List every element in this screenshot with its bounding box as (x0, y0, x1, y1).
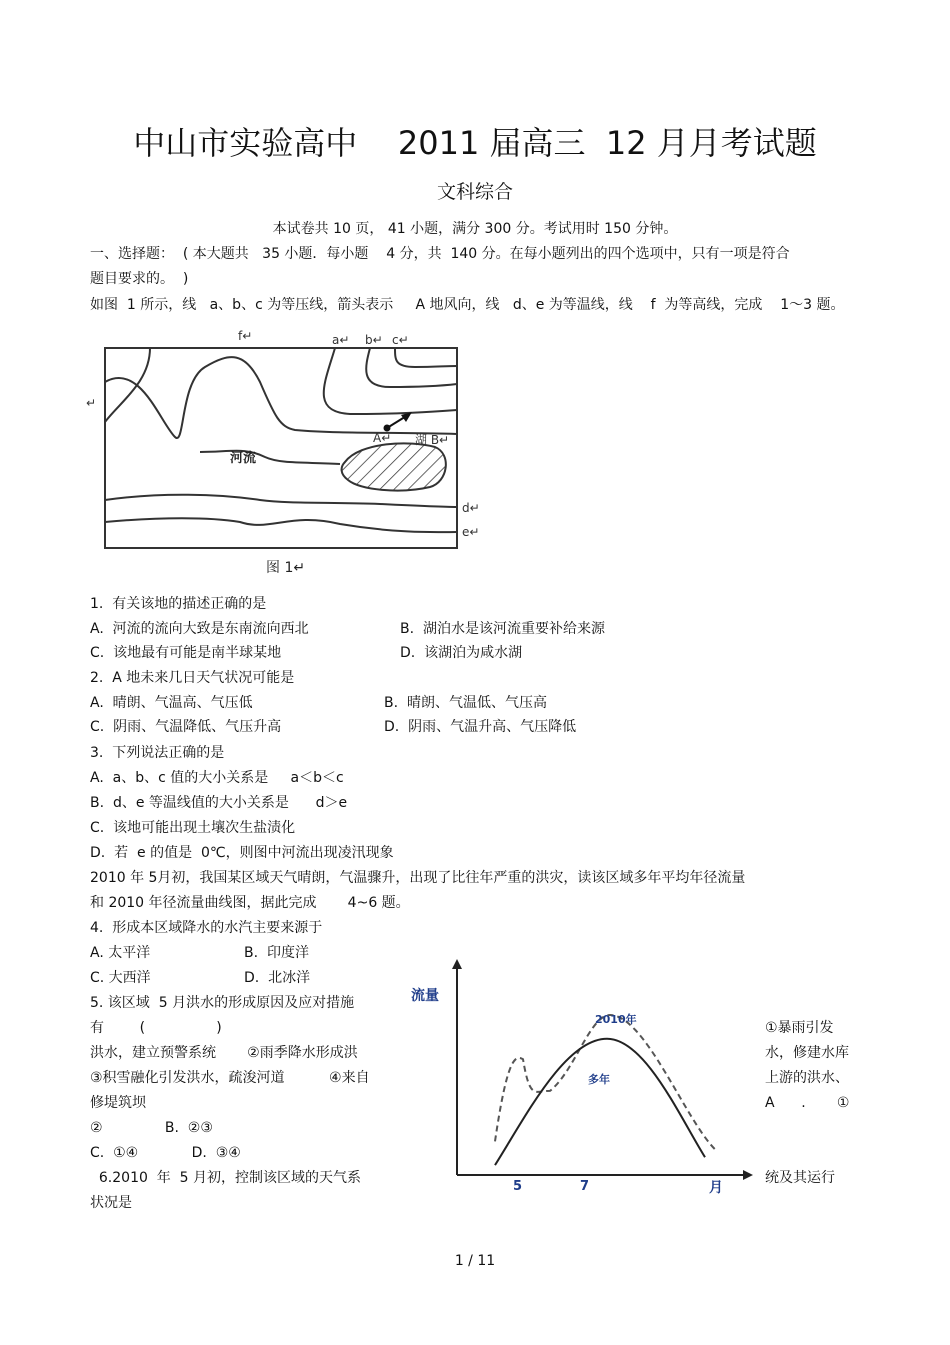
label-river: 河流 (230, 451, 257, 466)
x-axis-arrow (743, 1170, 753, 1180)
para2-line1: 2010 年 5月初，我国某区域天气晴朗，气温骤升，出现了比往年严重的洪灾，读该区域多年平均年径流量 (90, 870, 746, 886)
label-a: a↵ (332, 333, 350, 347)
page-number: 1 / 11 (454, 1253, 496, 1269)
y-axis-arrow (452, 959, 462, 969)
q1-option-d: D. 该湖泊为咸水湖 (400, 645, 523, 661)
q5-line7: C. ①④ D. ③④ (90, 1145, 241, 1161)
q5-right4: A . ① (765, 1095, 850, 1111)
isotherm-e (105, 518, 457, 532)
q2-option-a: A. 晴朗、气温高、气压低 (90, 695, 253, 711)
ridge-line (105, 357, 457, 438)
series-multi-year-label: 多年 (588, 1073, 610, 1086)
isobar-c (395, 348, 457, 367)
q5-line1: 5. 该区域 5 月洪水的形成原因及应对措施 (90, 995, 355, 1011)
q3-option-c: C. 该地可能出现土壤次生盐渍化 (90, 820, 296, 836)
q4-option-a: A. 太平洋 (90, 945, 151, 961)
q1-option-a: A. 河流的流向大致是东南流向西北 (90, 621, 309, 637)
exam-info: 本试卷共 10 页， 41 小题，满分 300 分。考试用时 150 分钟。 (272, 221, 678, 237)
q4-option-b: B. 印度洋 (244, 945, 309, 961)
label-lake: 湖 B↵ (415, 433, 450, 447)
figure-1-map (80, 322, 500, 582)
page-subtitle: 文科综合 (436, 181, 513, 203)
figure-1-caption: 图 1↵ (266, 560, 306, 576)
label-b: b↵ (365, 333, 383, 347)
x-axis-label: 月 (709, 1180, 723, 1195)
q2-option-d: D. 阴雨、气温升高、气压降低 (384, 719, 577, 735)
q1-option-c: C. 该地最有可能是南半球某地 (90, 645, 282, 661)
river (200, 451, 340, 464)
page-title: 中山市实验高中 2011 届高三 12 月月考试题 (133, 124, 817, 162)
q5-line3: 洪水，建立预警系统 ②雨季降水形成洪 (90, 1045, 358, 1061)
side-return-mark: ↵ (86, 396, 97, 410)
label-f: f↵ (238, 329, 253, 343)
contour-f (105, 348, 150, 422)
q5-line5: 修堤筑坝 (90, 1095, 146, 1111)
q5-line6: ② B. ②③ (90, 1120, 213, 1136)
x-tick-5: 5 (513, 1179, 523, 1194)
q5-right2: 水，修建水库 (765, 1045, 849, 1061)
q3-option-d: D. 若 e 的值是 0℃，则图中河流出现凌汛现象 (90, 845, 394, 861)
q1-option-b: B. 湖泊水是该河流重要补给来源 (400, 621, 605, 637)
label-point-a: A↵ (373, 431, 392, 445)
lake-b (342, 443, 446, 490)
q5-right3: 上游的洪水、 (765, 1070, 849, 1086)
q6-line2: 状况是 (90, 1195, 132, 1211)
q2-option-b: B. 晴朗、气温低、气压高 (384, 695, 547, 711)
q5-right1: ①暴雨引发 (765, 1020, 834, 1036)
q3-option-b: B. d、e 等温线值的大小关系是 d＞e (90, 795, 348, 811)
q5-line4: ③积雪融化引发洪水，疏浚河道 ④来自 (90, 1070, 370, 1086)
q3-option-a: A. a、b、c 值的大小关系是 a＜b＜c (90, 770, 344, 786)
series-multi-year-line (495, 1039, 705, 1165)
x-tick-7: 7 (580, 1179, 590, 1194)
y-axis-label: 流量 (411, 988, 439, 1004)
para2-line2: 和 2010 年径流量曲线图，据此完成 4~6 题。 (90, 895, 410, 911)
isotherm-d (105, 495, 457, 507)
series-2010-label: 2010年 (595, 1013, 637, 1026)
label-e: e↵ (462, 525, 480, 539)
q4-option-d: D. 北冰洋 (244, 970, 311, 986)
q4-option-c: C. 大西洋 (90, 970, 151, 986)
q2: 2. A 地未来几日天气状况可能是 (90, 670, 295, 686)
q6-right: 统及其运行 (765, 1170, 835, 1186)
isobar-a (324, 348, 457, 414)
q4: 4. 形成本区域降水的水汽主要来源于 (90, 920, 323, 936)
section-intro-line2: 题目要求的。 ) (90, 271, 189, 287)
figure-intro: 如图 1 所示，线 a、b、c 为等压线，箭头表示 A 地风向，线 d、e 为等温线，线 f 为等高线，完成 1～3 题。 (90, 297, 845, 313)
label-c: c↵ (392, 333, 409, 347)
q1: 1. 有关该地的描述正确的是 (90, 596, 267, 612)
label-d: d↵ (462, 501, 480, 515)
q2-option-c: C. 阴雨、气温降低、气压升高 (90, 719, 282, 735)
q5-line2: 有 ( ) (90, 1020, 222, 1036)
q3: 3. 下列说法正确的是 (90, 745, 225, 761)
section-intro-line1: 一、选择题： ( 本大题共 35 小题．每小题 4 分，共 140 分。在每小题列出的四个选项中，只有一项是符合 (90, 246, 790, 262)
runoff-chart (405, 955, 760, 1195)
q6-line1: 6.2010 年 5 月初，控制该区域的天气系 (90, 1170, 362, 1186)
